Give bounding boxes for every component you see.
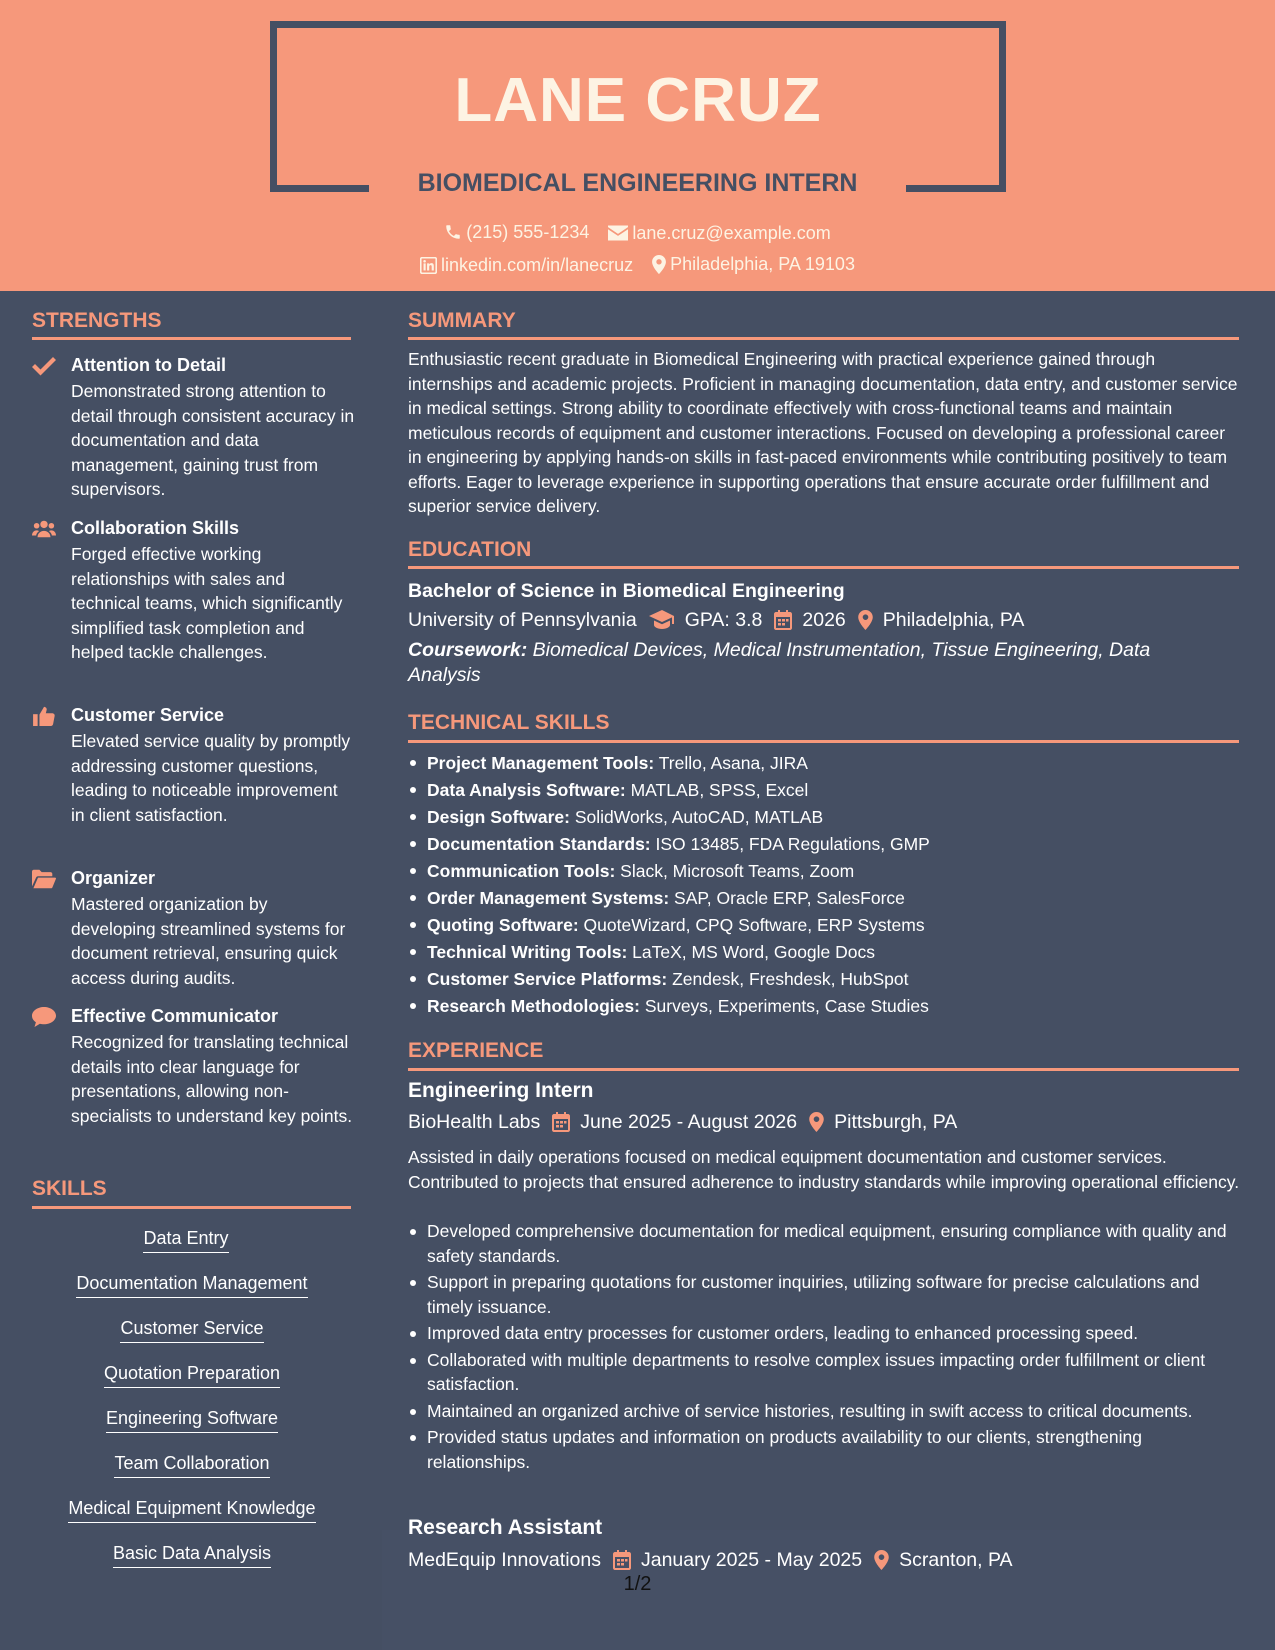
tech-value: MATLAB, SPSS, Excel <box>630 780 809 800</box>
job-location: Pittsburgh, PA <box>834 1111 958 1133</box>
list-item <box>408 777 1240 804</box>
school-name: University of Pennsylvania <box>408 609 637 631</box>
graduation-year: 2026 <box>802 609 846 631</box>
job-title: Engineering Intern <box>408 1079 594 1102</box>
skill-label: Customer Service <box>120 1316 263 1343</box>
tech-label: Documentation Standards: <box>427 834 651 854</box>
tech-value: Zendesk, Freshdesk, HubSpot <box>672 969 909 989</box>
map-pin-icon <box>874 1550 889 1570</box>
skill-tag <box>32 1361 352 1388</box>
strength-title: Attention to Detail <box>71 355 226 375</box>
tech-value: LaTeX, MS Word, Google Docs <box>632 942 876 962</box>
strengths-heading: STRENGTHS <box>32 309 162 332</box>
tech-label: Communication Tools: <box>427 861 616 881</box>
linkedin-icon <box>420 257 437 274</box>
skill-label: Team Collaboration <box>114 1451 269 1478</box>
company-name: MedEquip Innovations <box>408 1549 601 1571</box>
skills-heading: SKILLS <box>32 1177 107 1200</box>
list-item: Maintained an organized archive of service histories, resulting in swift access to critical documents. <box>408 1399 1240 1424</box>
company-name: BioHealth Labs <box>408 1111 541 1133</box>
strength-item <box>32 866 352 991</box>
summary-rule <box>408 337 1239 340</box>
list-item <box>408 831 1240 858</box>
strength-title: Collaboration Skills <box>71 518 240 538</box>
job-title: Research Assistant <box>408 1516 603 1539</box>
list-item: Support in preparing quotations for customer inquiries, utilizing software for precise calculations and timely issuance. <box>408 1270 1240 1319</box>
tech-label: Order Management Systems: <box>427 888 670 908</box>
skill-tag <box>26 1226 346 1253</box>
experience-rule <box>408 1068 1239 1071</box>
tech-value: QuoteWizard, CPQ Software, ERP Systems <box>583 915 925 935</box>
speech-bubble-icon <box>32 1007 56 1027</box>
phone-text: (215) 555-1234 <box>466 222 590 242</box>
list-item <box>408 804 1240 831</box>
phone-contact[interactable] <box>444 220 589 244</box>
linkedin-contact[interactable] <box>420 253 633 277</box>
list-item <box>408 912 1240 939</box>
skill-tag <box>32 1451 352 1478</box>
skill-label: Basic Data Analysis <box>113 1541 271 1568</box>
header-frame <box>270 21 1006 28</box>
list-item <box>408 858 1240 885</box>
strength-title: Organizer <box>71 868 156 888</box>
location-text: Philadelphia, PA 19103 <box>670 254 855 274</box>
technical-skills-list <box>408 750 1240 1020</box>
calendar-icon <box>552 1112 570 1132</box>
summary-text: Enthusiastic recent graduate in Biomedical Engineering with practical experience gained through internships and academic projects. Proficient in managing documentation, data entry, and customer service in medical settings. Strong ability to coordinate effectively with cross-functional teams and maintain meticulous records of equipment and customer interactions. Focused on developing a professional career in engineering by applying hands-on skills in fast-paced environments while contributing positively to team efforts. Eager to leverage experience in supporting operations that ensure accurate order fulfillment and superior service delivery. <box>408 349 1238 516</box>
contact-line-1 <box>0 220 1275 247</box>
skill-label: Engineering Software <box>106 1406 278 1433</box>
list-item: Improved data entry processes for customer orders, leading to enhanced processing speed. <box>408 1321 1240 1346</box>
education-heading: EDUCATION <box>408 538 532 561</box>
map-pin-icon <box>652 255 666 274</box>
job-location: Scranton, PA <box>899 1549 1013 1571</box>
list-item <box>408 966 1240 993</box>
header-frame-right <box>999 21 1006 192</box>
list-item: Collaborated with multiple departments to resolve complex issues impacting order fulfillment or client satisfaction. <box>408 1348 1240 1397</box>
tech-value: SAP, Oracle ERP, SalesForce <box>674 888 905 908</box>
tech-label: Project Management Tools: <box>427 753 655 773</box>
check-icon <box>32 356 56 376</box>
skill-tag <box>32 1316 352 1343</box>
experience-heading: EXPERIENCE <box>408 1039 544 1062</box>
candidate-role: BIOMEDICAL ENGINEERING INTERN <box>417 169 858 197</box>
skill-tag <box>32 1271 352 1298</box>
education-meta <box>408 607 1024 633</box>
tech-value: SolidWorks, AutoCAD, MATLAB <box>574 807 824 827</box>
strength-title: Customer Service <box>71 705 225 725</box>
strengths-rule <box>32 337 351 340</box>
header-frame-left <box>270 21 277 192</box>
skill-tag <box>32 1496 352 1523</box>
graduation-cap-icon <box>649 610 675 630</box>
resume-header <box>0 0 1275 291</box>
tech-value: Surveys, Experiments, Case Studies <box>644 996 929 1016</box>
tech-label: Research Methodologies: <box>427 996 640 1016</box>
coursework-list: Biomedical Devices, Medical Instrumentation, Tissue Engineering, Data Analysis <box>408 639 1151 686</box>
gpa-text: GPA: 3.8 <box>684 609 763 631</box>
email-text: lane.cruz@example.com <box>632 223 831 243</box>
tech-value: Trello, Asana, JIRA <box>658 753 808 773</box>
skill-label: Quotation Preparation <box>104 1361 280 1388</box>
tech-value: Slack, Microsoft Teams, Zoom <box>620 861 855 881</box>
degree-title: Bachelor of Science in Biomedical Engineering <box>408 580 845 602</box>
calendar-icon <box>774 610 792 630</box>
skill-tag <box>32 1541 352 1568</box>
job-bullets <box>408 1219 1240 1476</box>
skill-label: Documentation Management <box>76 1271 307 1298</box>
tech-label: Quoting Software: <box>427 915 579 935</box>
header-frame-bottom-left <box>270 185 369 192</box>
technical-skills-rule <box>408 740 1239 743</box>
list-item <box>408 750 1240 777</box>
job-dates: June 2025 - August 2026 <box>580 1111 798 1133</box>
skills-rule <box>32 1206 351 1209</box>
strength-description: Demonstrated strong attention to detail through consistent accuracy in documentation and data management, gaining trust from supervisors. <box>71 381 355 499</box>
skill-label: Data Entry <box>143 1226 228 1253</box>
list-item <box>408 885 1240 912</box>
tech-label: Technical Writing Tools: <box>427 942 628 962</box>
contact-line-2 <box>0 252 1275 280</box>
map-pin-icon <box>809 1112 824 1132</box>
job-meta <box>408 1547 1013 1573</box>
strength-item <box>32 703 352 853</box>
candidate-name: LANE CRUZ <box>454 66 822 135</box>
strength-description: Elevated service quality by promptly addressing customer questions, leading to noticeable improvement in client satisfaction. <box>71 731 351 825</box>
strength-item <box>32 516 352 691</box>
linkedin-text: linkedin.com/in/lanecruz <box>441 255 634 275</box>
email-contact[interactable] <box>608 221 830 245</box>
skill-label: Medical Equipment Knowledge <box>68 1496 315 1523</box>
tech-value: ISO 13485, FDA Regulations, GMP <box>655 834 930 854</box>
job-dates: January 2025 - May 2025 <box>640 1549 863 1571</box>
page-number: 1/2 <box>623 1573 652 1595</box>
summary-heading: SUMMARY <box>408 309 516 332</box>
technical-skills-heading: TECHNICAL SKILLS <box>408 711 610 734</box>
strength-item <box>32 353 355 503</box>
strength-description: Forged effective working relationships with sales and technical teams, which significantly simplified task completion and helped tackle challenges. <box>71 544 343 662</box>
skill-tag <box>32 1406 352 1433</box>
coursework-label: Coursework: <box>408 639 528 661</box>
header-frame-bottom-right <box>906 185 1006 192</box>
strength-description: Mastered organization by developing streamlined systems for document retrieval, ensuring quick access during audits. <box>71 894 346 988</box>
school-location: Philadelphia, PA <box>882 609 1025 631</box>
strength-title: Effective Communicator <box>71 1006 279 1026</box>
strength-item <box>32 1004 352 1154</box>
list-item <box>408 993 1240 1020</box>
people-icon <box>32 519 56 539</box>
job-summary: Assisted in daily operations focused on medical equipment documentation and customer services. Contributed to projects that ensured adherence to industry standards while improving operational efficiency. <box>408 1147 1240 1192</box>
tech-label: Data Analysis Software: <box>427 780 626 800</box>
strength-description: Recognized for translating technical details into clear language for presentations, allowing non-specialists to understand key points. <box>71 1032 353 1126</box>
folder-open-icon <box>32 869 56 889</box>
list-item <box>408 939 1240 966</box>
job-meta <box>408 1109 957 1135</box>
phone-icon <box>444 223 462 241</box>
list-item: Provided status updates and information on products availability to our clients, strengthening relationships. <box>408 1425 1240 1474</box>
map-pin-icon <box>858 610 873 630</box>
tech-label: Customer Service Platforms: <box>427 969 668 989</box>
envelope-icon <box>608 225 628 241</box>
thumbs-up-icon <box>32 706 56 726</box>
location-contact <box>652 252 855 276</box>
coursework <box>408 638 1208 687</box>
education-rule <box>408 566 1239 569</box>
list-item: Developed comprehensive documentation for medical equipment, ensuring compliance with quality and safety standards. <box>408 1219 1240 1268</box>
calendar-icon <box>613 1550 631 1570</box>
tech-label: Design Software: <box>427 807 570 827</box>
